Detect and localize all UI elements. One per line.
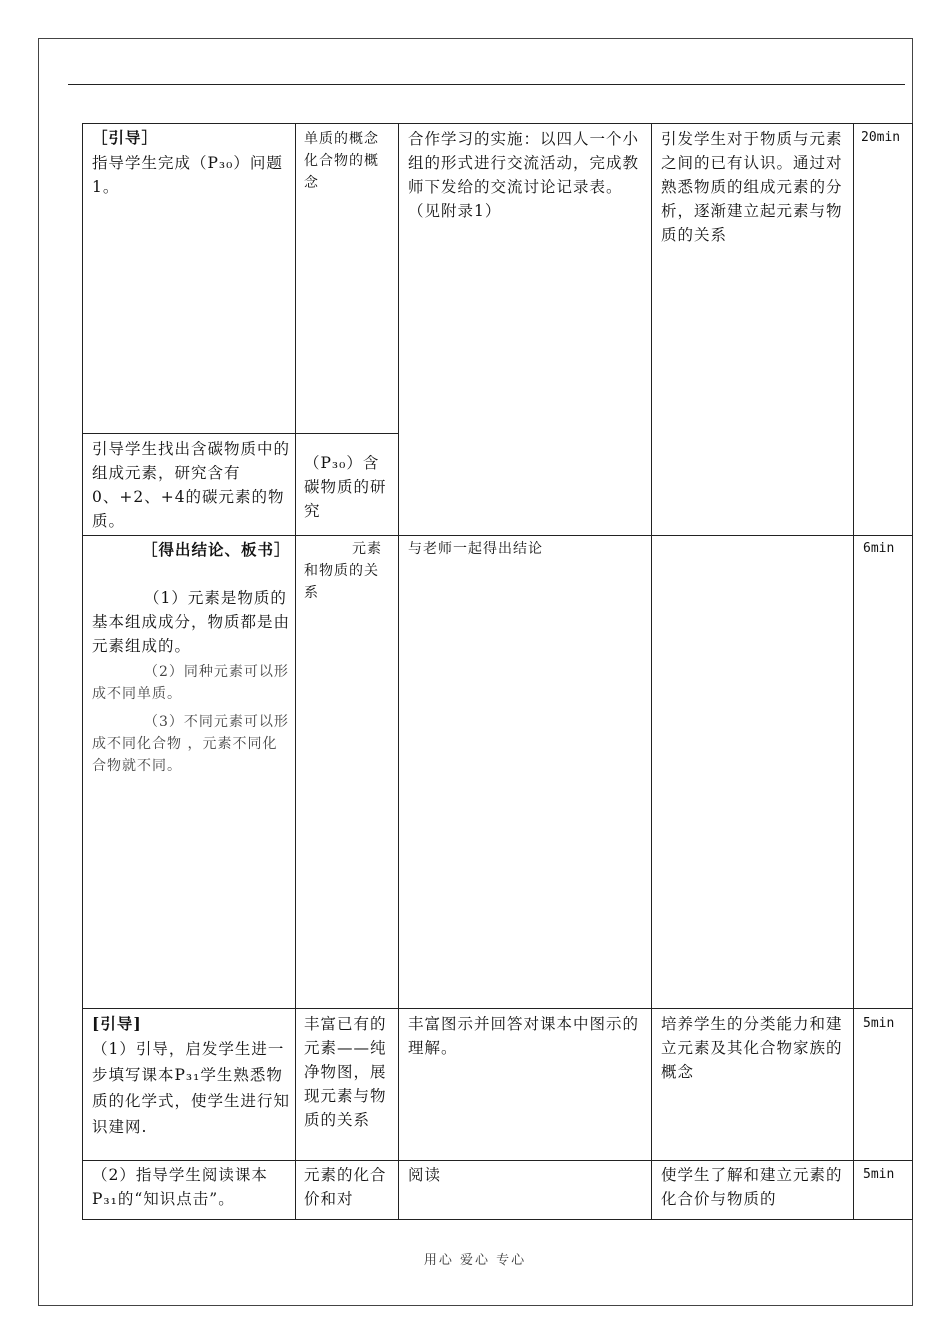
row5-col3-text: 阅读 (408, 1166, 442, 1184)
table-border-right (912, 123, 913, 1220)
row5-time: 5min (863, 1167, 895, 1182)
row1-col1-text: 指导学生完成（P₃₀）问题1。 (92, 154, 283, 196)
row4-col1-text: （1）引导，启发学生进一步填写课本P₃₁学生熟悉物质的化学式，使学生进行知识建网. (92, 1040, 291, 1136)
row3-col1-heading: ［得出结论、板书］ (142, 540, 291, 559)
row4-col3-text: 丰富图示并回答对课本中图示的理解。 (408, 1015, 640, 1057)
row5-col1-text: （2）指导学生阅读课本P₃₁的“知识点击”。 (92, 1166, 268, 1208)
row1-col1-heading: ［引导］ (92, 128, 159, 147)
row5-col2-text: 元素的化合价和对 (304, 1166, 387, 1208)
table-row-divider (82, 1008, 913, 1009)
row1-col2-text: 单质的概念化合物的概念 (304, 131, 379, 191)
table-row-divider (82, 535, 913, 536)
row3-col1-point2: （2）同种元素可以形成不同单质。 (92, 664, 289, 702)
row3-col1-point1: （1）元素是物质的基本组成成分，物质都是由元素组成的。 (92, 589, 291, 655)
page-footer: 用心 爱心 专心 (423, 1253, 527, 1268)
row4-time: 5min (863, 1016, 895, 1031)
table-col-divider (853, 123, 854, 1220)
row4-col4-text: 培养学生的分类能力和建立元素及其化合物家族的概念 (661, 1015, 843, 1081)
row5-col4-text: 使学生了解和建立元素的化合价与物质的 (661, 1166, 843, 1208)
table-border-left (82, 123, 83, 1220)
row3-col2-text: 元素和物质的关系 (304, 541, 382, 601)
table-col-divider (295, 123, 296, 1220)
row4-col1-heading: [引导] (92, 1014, 142, 1033)
row2-col2-text: （P₃₀）含碳物质的研究 (304, 454, 387, 520)
row1-time: 20min (861, 130, 901, 145)
table-col-divider (398, 123, 399, 1220)
table-border-top (82, 123, 913, 124)
header-rule (68, 84, 905, 85)
table-border-bottom (82, 1219, 913, 1220)
row2-col1-text: 引导学生找出含碳物质中的组成元素，研究含有0、+2、+4的碳元素的物质。 (92, 440, 291, 530)
table-col-divider (651, 123, 652, 1220)
row3-col3-text: 与老师一起得出结论 (408, 541, 543, 557)
table-row-divider (82, 433, 398, 434)
row3-time: 6min (863, 541, 895, 556)
row1-col4-text: 引发学生对于物质与元素之间的已有认识。通过对熟悉物质的组成元素的分析，逐渐建立起元素与物质的关系 (661, 130, 843, 244)
row4-col2-text: 丰富已有的元素——纯净物图，展现元素与物质的关系 (304, 1015, 387, 1129)
table-row-divider (82, 1160, 913, 1161)
row3-col1-point3: （3）不同元素可以形成不同化合物 ，元素不同化合物就不同。 (92, 714, 289, 774)
row1-col3-text: 合作学习的实施：以四人一个小组的形式进行交流活动，完成教师下发给的交流讨论记录表。（见附录1） (408, 130, 640, 220)
